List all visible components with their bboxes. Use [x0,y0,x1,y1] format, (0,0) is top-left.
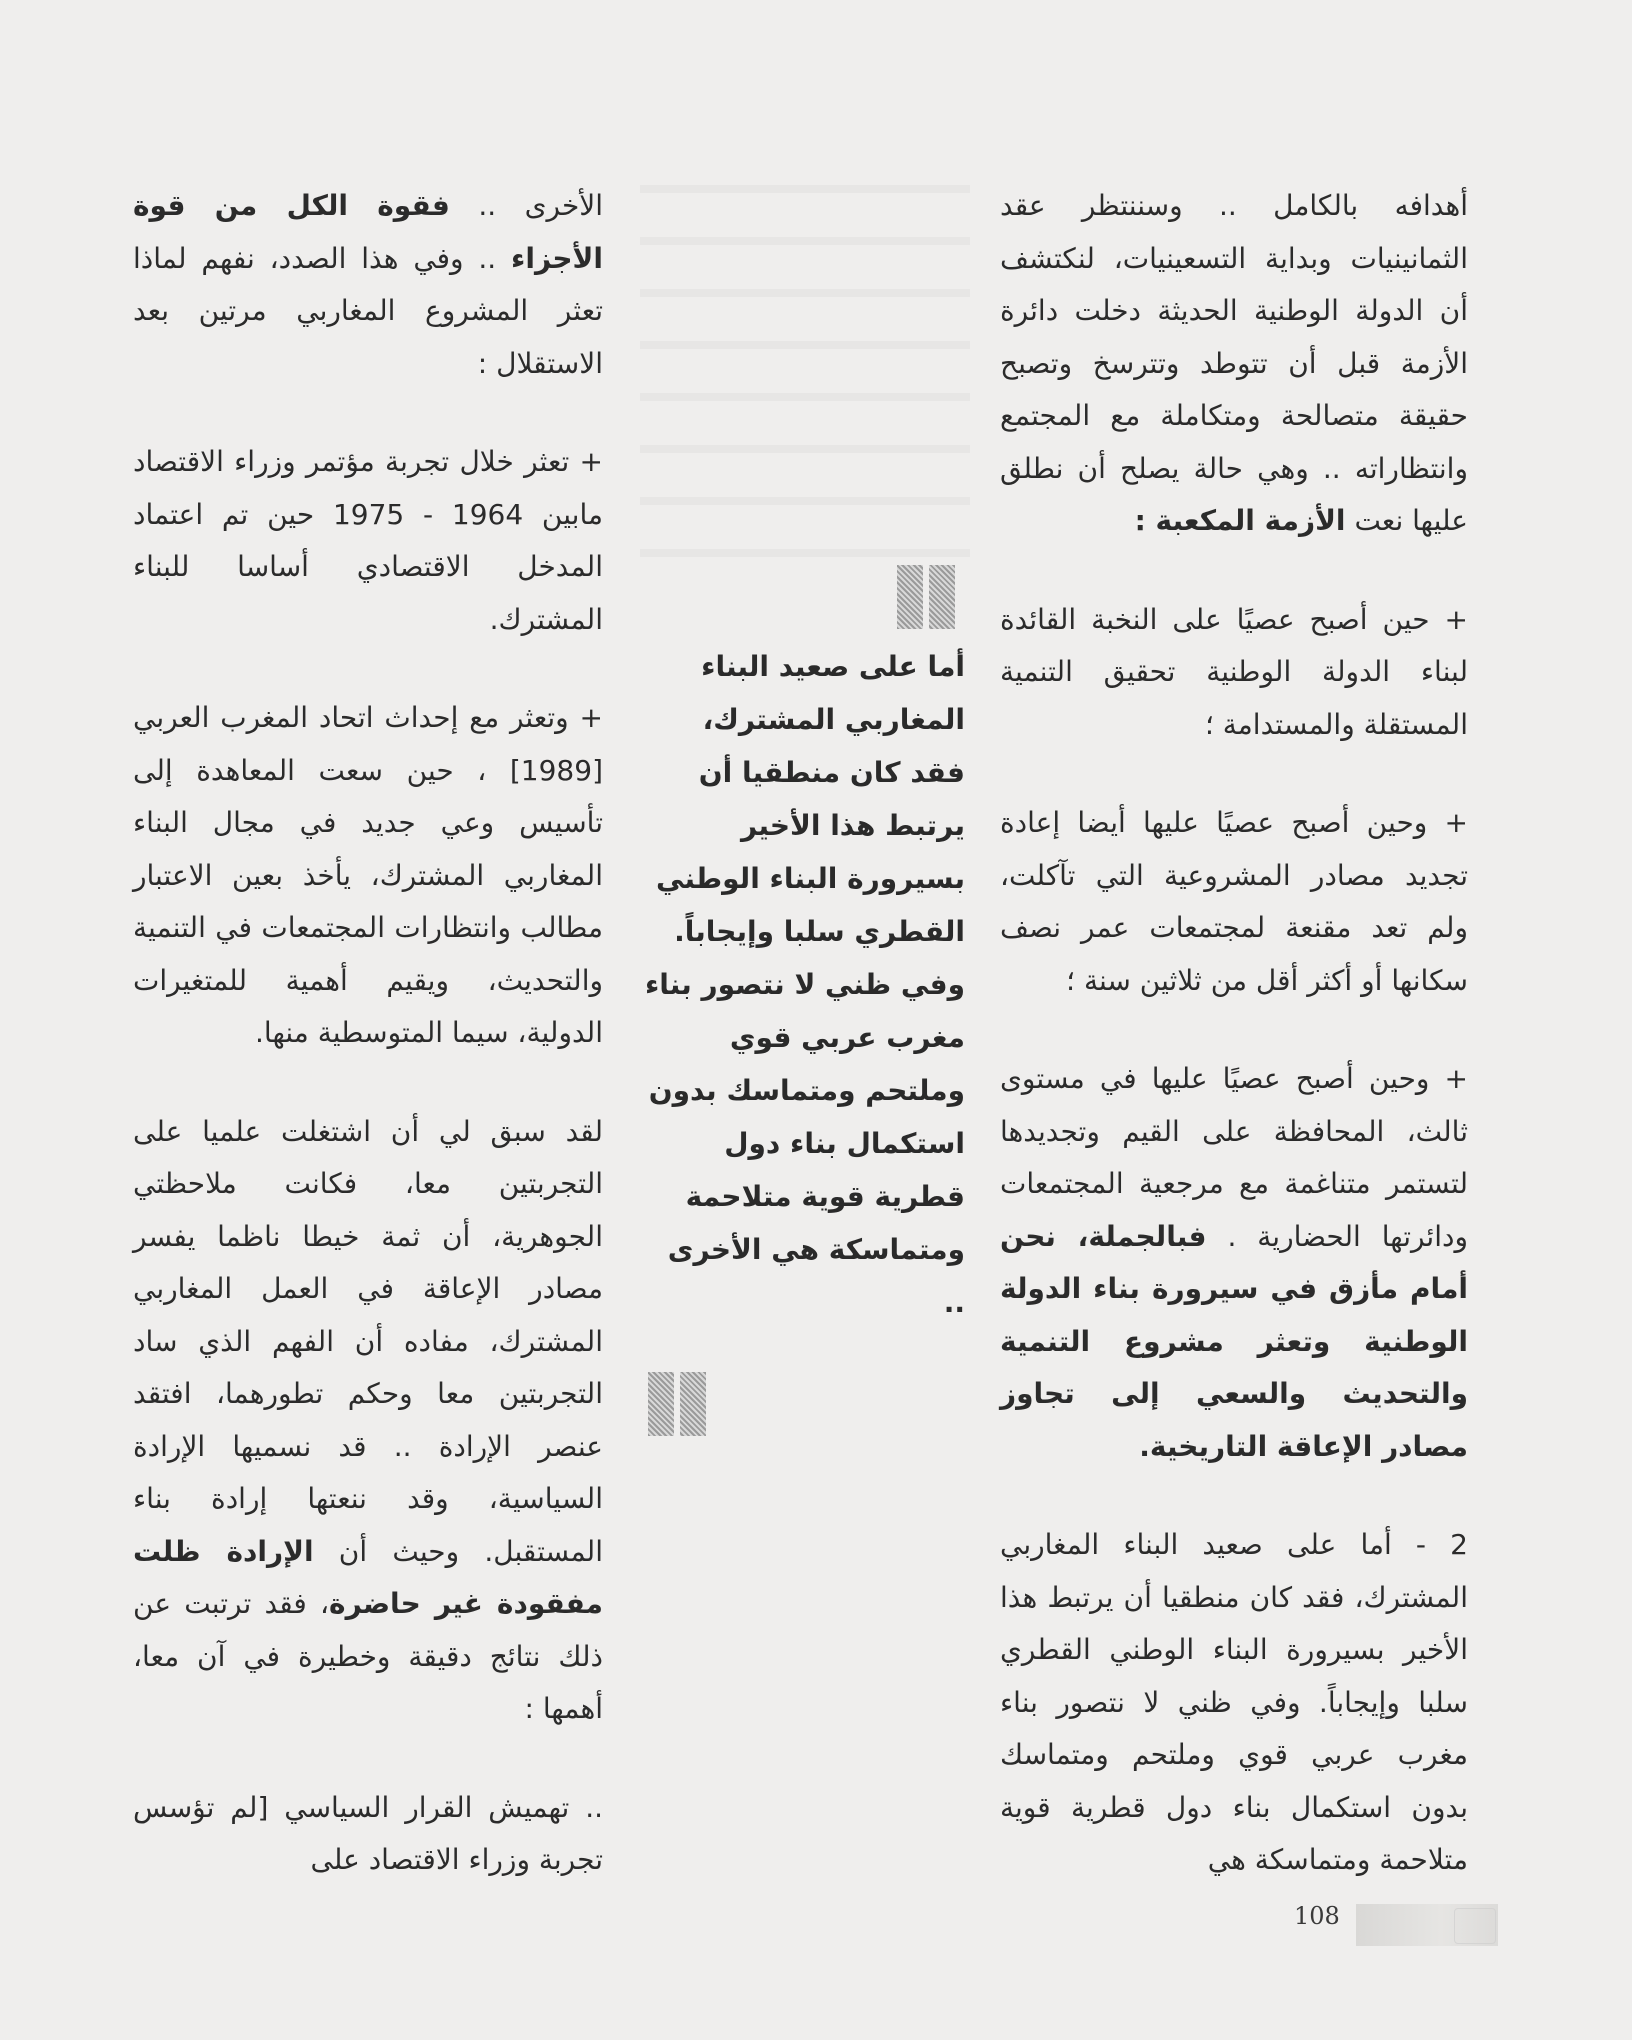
left-text-column [133,180,603,1887]
paragraph: .. تهميش القرار السياسي [لم تؤسس تجربة وزراء الاقتصاد على [133,1790,603,1876]
paragraph: + وحين أصبح عصيًا عليها أيضا إعادة تجديد مصادر المشروعية التي تآكلت، ولم تعد مقنعة لمجتمعات عمر نصف سكانها أو أكثر أقل من ثلاثين سنة ؛ [1000,806,1468,997]
paragraph: أهدافه بالكامل .. وسننتظر عقد الثمانينيات وبداية التسعينيات، لنكتشف أن الدولة الوطنية الحديثة دخلت دائرة الأزمة قبل أن تتوطد وتترسخ وتصبح حقيقة متصالحة ومتكاملة مع المجتمع وانتظاراته .. وهي حالة يصلح أن نطلق عليها نعت الأزمة المكعبة : [1000,189,1468,537]
paragraph: 2 - أما على صعيد البناء المغاربي المشترك، فقد كان منطقيا أن يرتبط هذا الأخير بسيرورة البناء الوطني القطري سلبا وإيجاباً. وفي ظني لا نتصور بناء مغرب عربي قوي وملتحم ومتماسك بدون استكمال بناء دول قطرية قوية متلاحمة ومتماسكة هي [1000,1528,1468,1876]
bold-phrase: الإرادة ظلت مفقودة غير حاضرة [133,1534,604,1620]
right-text-column [1000,180,1468,1887]
paragraph: الأخرى .. فقوة الكل من قوة الأجزاء .. وفي هذا الصدد، نفهم لماذا تعثر المشروع المغاربي مرتين بعد الاستقلال : [133,189,603,380]
bold-phrase: فقوة الكل من قوة الأجزاء [133,189,603,275]
quote-open-icon [897,565,955,629]
bold-phrase: فبالجملة، نحن أمام مأزق في سيرورة بناء الدولة الوطنية وتعثر مشروع التنمية والتحديث والسعي إلى تجاوز مصادر الإعاقة التاريخية. [1000,1219,1468,1463]
bold-phrase: الأزمة المكعبة : [1134,504,1346,537]
bleed-through-text [640,185,970,585]
paragraph: + حين أصبح عصيًا على النخبة القائدة لبناء الدولة الوطنية تحقيق التنمية المستقلة والمستدامة ؛ [1000,602,1468,741]
paragraph: + تعثر خلال تجربة مؤتمر وزراء الاقتصاد مابين 1964 - 1975 حين تم اعتماد المدخل الاقتصادي أساسا للبناء المشترك. [133,445,603,636]
quote-close-icon [648,1372,706,1436]
magazine-logo-icon [1454,1908,1496,1944]
paragraph: + وحين أصبح عصيًا عليها في مستوى ثالث، المحافظة على القيم وتجديدها لتستمر متناغمة مع مرجعية المجتمعات ودائرتها الحضارية . فبالجملة، نحن أمام مأزق في سيرورة بناء الدولة الوطنية وتعثر مشروع التنمية والتحديث والسعي إلى تجاوز مصادر الإعاقة التاريخية. [1000,1062,1468,1463]
paragraph: لقد سبق لي أن اشتغلت علميا على التجربتين معا، فكانت ملاحظتي الجوهرية، أن ثمة خيطا ناظما يفسر مصادر الإعاقة في العمل المغاربي المشترك، مفاده أن الفهم الذي ساد التجربتين معا وحكم تطورهما، افتقد عنصر الإرادة .. قد نسميها الإرادة السياسية، وقد ننعتها إرادة بناء المستقبل. وحيث أن الإرادة ظلت مفقودة غير حاضرة، فقد ترتبت عن ذلك نتائج دقيقة وخطيرة في آن معا، أهمها : [133,1114,604,1725]
pull-quote: أما على صعيد البناء المغاربي المشترك، فقد كان منطقيا أن يرتبط هذا الأخير بسيرورة البناء الوطني القطري سلبا وإيجاباً. وفي ظني لا نتصور بناء مغرب عربي قوي وملتحم ومتماسك بدون استكمال بناء دول قطرية قوية متلاحمة ومتماسكة هي الأخرى .. [644,650,965,1319]
page-number: 108 [1294,1902,1340,1930]
paragraph: + وتعثر مع إحداث اتحاد المغرب العربي [1989] ، حين سعت المعاهدة إلى تأسيس وعي جديد في مجال البناء المغاربي المشترك، يأخذ بعين الاعتبار مطالب وانتظارات المجتمعات في التنمية والتحديث، ويقيم أهمية للمتغيرات الدولية، سيما المتوسطية منها. [133,701,603,1049]
